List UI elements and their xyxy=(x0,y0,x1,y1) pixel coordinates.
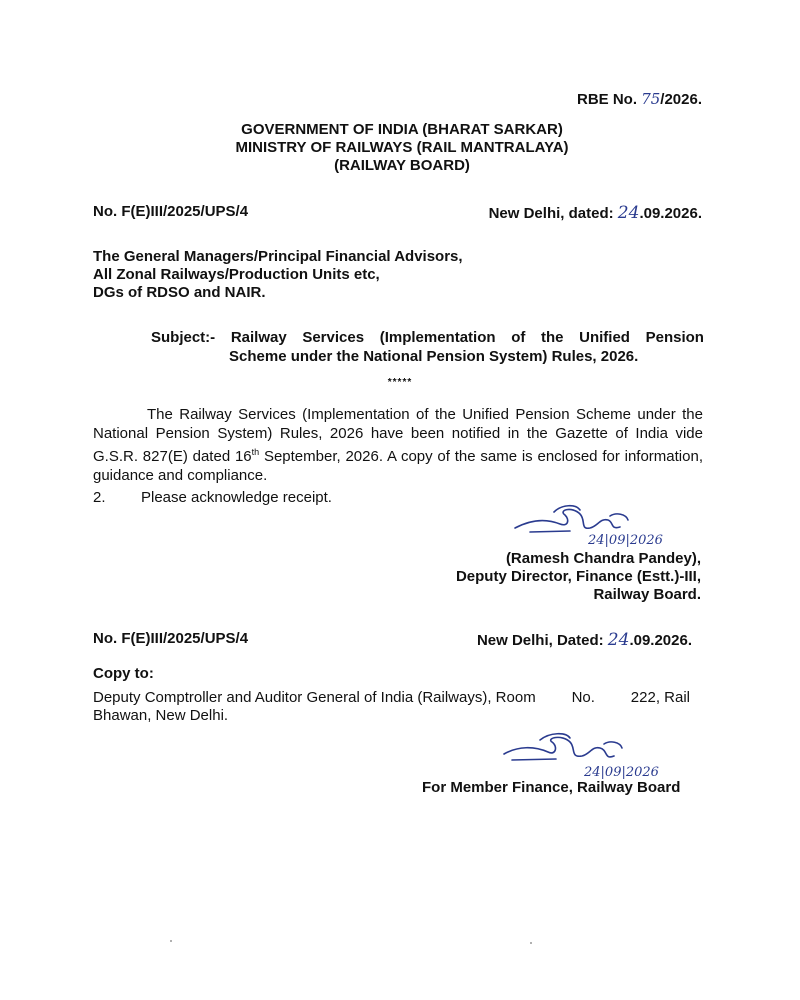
copy-recipient xyxy=(93,689,690,725)
date-prefix: New Delhi, dated: xyxy=(488,205,614,222)
addressee-line: The General Managers/Principal Financial Advisors, xyxy=(93,248,463,265)
signature-2-image xyxy=(500,732,700,782)
subject-label: Subject:- xyxy=(151,329,216,346)
rbe-handwritten-number: 75 xyxy=(641,90,661,108)
para1-text-cont: September, 2026. A copy of the same is enclosed for information, guidance and compliance. xyxy=(93,448,703,484)
letterhead-line-3: (RAILWAY BOARD) xyxy=(334,157,470,174)
letterhead-line-2: MINISTRY OF RAILWAYS (RAIL MANTRALAYA) xyxy=(235,139,569,156)
date-suffix: .09.2026. xyxy=(639,205,702,222)
copy-to-label: Copy to: xyxy=(93,665,154,682)
addressees xyxy=(93,248,463,302)
date-day-handwritten: 24 xyxy=(617,203,640,223)
reference-number-2: No. F(E)III/2025/UPS/4 xyxy=(93,630,249,647)
letterhead xyxy=(0,121,800,175)
section-separator: ***** xyxy=(387,377,413,388)
date-day-handwritten: 24 xyxy=(607,630,630,650)
svg-text:24|09|2026: 24|09|2026 xyxy=(588,533,663,548)
date-prefix: New Delhi, Dated: xyxy=(476,632,604,649)
signatory-designation: Deputy Director, Finance (Estt.)-III, xyxy=(455,568,701,585)
subject-word: of xyxy=(511,329,526,346)
para1-text: The Railway Services (Implementation of the Unified Pension Scheme under the National Pension System) Rules, 2026 have been notified in the Gazette of India vide G.S.R. 827(E) dated 16 xyxy=(93,406,703,465)
letterhead-line-1: GOVERNMENT OF INDIA (BHARAT SARKAR) xyxy=(241,121,563,138)
signature-1-image xyxy=(510,500,700,550)
copy-recipient-line-2: Bhawan, New Delhi. xyxy=(93,707,229,724)
handwritten-signature-icon xyxy=(510,500,700,550)
subject-line-2: Scheme under the National Pension System) Rules, 2026. xyxy=(229,348,639,365)
copy-text: 222, Rail xyxy=(630,689,690,706)
rbe-suffix: /2026. xyxy=(660,91,702,108)
copy-text: No. xyxy=(571,689,595,706)
rbe-number xyxy=(577,90,702,108)
date-suffix: .09.2026. xyxy=(629,632,692,649)
subject-word: Railway xyxy=(230,329,287,346)
reference-number: No. F(E)III/2025/UPS/4 xyxy=(93,203,249,220)
ordinal-suffix: th xyxy=(251,447,260,457)
addressee-line: All Zonal Railways/Production Units etc, xyxy=(93,266,380,283)
handwritten-signature-icon xyxy=(500,732,700,782)
subject-word: Services xyxy=(302,329,365,346)
body-paragraph-2 xyxy=(93,489,332,506)
rbe-prefix: RBE No. xyxy=(577,91,638,108)
subject-word: (Implementation xyxy=(379,329,496,346)
subject-word: Pension xyxy=(645,329,704,346)
paragraph-number: 2. xyxy=(93,489,106,506)
copy-text: Deputy Comptroller and Auditor General of India (Railways), Room xyxy=(93,689,536,706)
svg-text:24|09|2026: 24|09|2026 xyxy=(584,765,659,780)
scan-speck xyxy=(530,942,532,944)
copy-recipient-line-1 xyxy=(93,689,690,707)
signatory-office: Railway Board. xyxy=(593,586,701,603)
subject-line-1 xyxy=(151,328,704,347)
addressee-line: DGs of RDSO and NAIR. xyxy=(93,284,266,301)
for-member-finance: For Member Finance, Railway Board xyxy=(422,779,681,796)
scan-speck xyxy=(170,940,172,942)
reference-date-2 xyxy=(477,630,692,650)
signatory-name: (Ramesh Chandra Pandey), xyxy=(505,550,701,567)
signature-block xyxy=(456,550,701,604)
body-paragraph-1 xyxy=(93,405,703,485)
subject-word: Unified xyxy=(579,329,630,346)
para2-text: Please acknowledge receipt. xyxy=(141,489,332,506)
reference-date xyxy=(489,203,702,223)
subject-word: the xyxy=(541,329,564,346)
subject xyxy=(151,328,704,366)
